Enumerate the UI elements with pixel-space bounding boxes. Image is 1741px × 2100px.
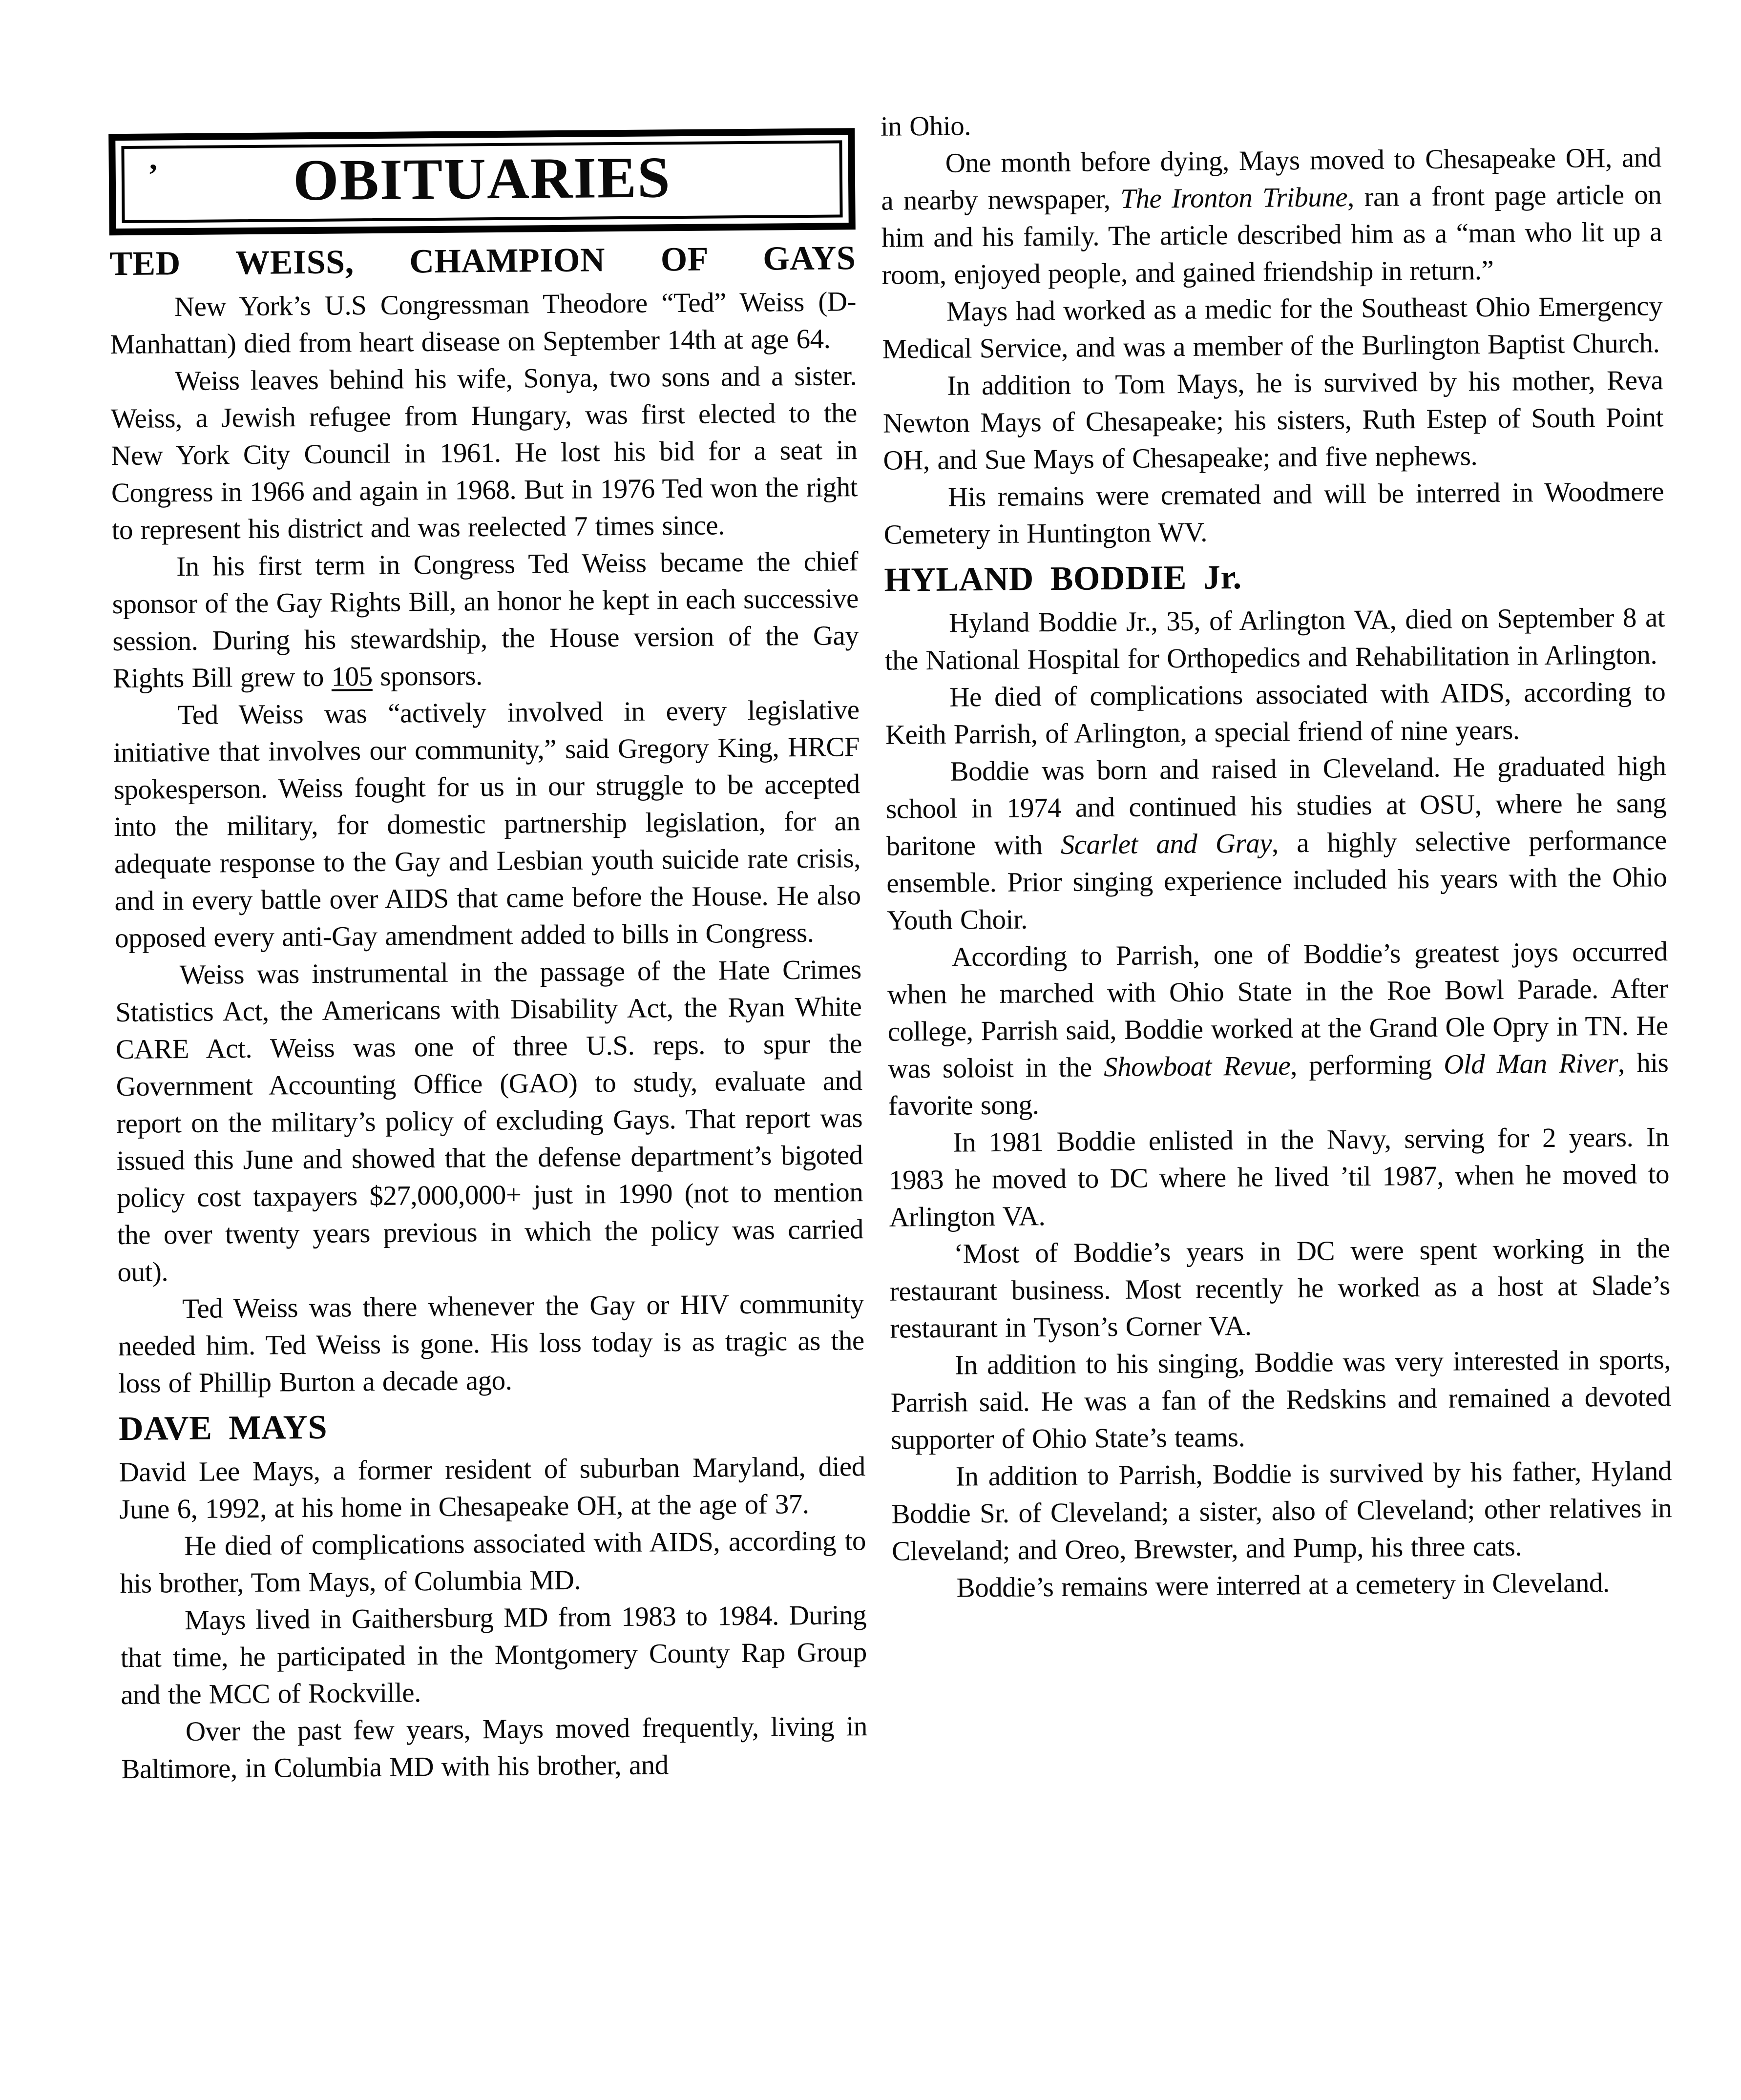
italic-newspaper-title: The Ironton Tribune <box>1120 182 1348 214</box>
paragraph: His remains were cremated and will be interred in Woodmere Cemetery in Huntington WV. <box>883 476 1664 550</box>
paragraph <box>112 543 859 697</box>
obituaries-header-box <box>108 128 856 235</box>
paragraph <box>881 139 1662 294</box>
paragraph: Mays lived in Gaithersburg MD from 1983 to 1984. During that time, he participated in the Montgomery County Rap Group and the MCC of Rockville. <box>120 1600 867 1711</box>
paragraph: In addition to Parrish, Boddie is survived by his father, Hyland Boddie Sr. of Cleveland; a sister, also of Cleveland; other relatives in Cleveland; and Oreo, Brewster, and Pump, his three cats. <box>891 1455 1672 1567</box>
paragraph: In addition to Tom Mays, he is survived by his mother, Reva Newton Mays of Chesapeake; his sisters, Ruth Estep of South Point OH, and Sue Mays of Chesapeake; and five nephews. <box>882 365 1664 476</box>
paragraph: Ted Weiss was “actively involved in every legislative initiative that involves our community,” said Gregory King, HRCF spokesperson. Weiss fought for us in our struggle to be accepted into the military, for domestic partnership legislation, for an adequate response to the Gay and Lesbian youth suicide rate crisis, and in every battle over AIDS that came before the House. He also opposed every anti-Gay amendment added to bills in Congress. <box>113 694 861 954</box>
page-title: OBITUARIES <box>293 145 671 213</box>
paragraph: He died of complications associated with AIDS, according to his brother, Tom Mays, of Columbia MD. <box>120 1525 866 1600</box>
italic-ensemble-name: Scarlet and Gray <box>1060 828 1272 860</box>
article-title-dave-mays: DAVE MAYS <box>118 1408 328 1448</box>
paragraph: Mays had worked as a medic for the Southeast Ohio Emergency Medical Service, and was a member of the Burlington Baptist Church. <box>882 291 1663 365</box>
text-segment: sponsors. <box>372 660 482 692</box>
paragraph: In addition to his singing, Boddie was very interested in sports, Parrish said. He was a fan of the Redskins and remained a devoted supporter of Ohio State’s teams. <box>890 1344 1671 1455</box>
paragraph: Hyland Boddie Jr., 35, of Arlington VA, died on September 8 at the National Hospital for Orthopedics and Rehabilitation in Arlington. <box>884 602 1665 676</box>
paragraph: In 1981 Boddie enlisted in the Navy, serving for 2 years. In 1983 he moved to DC where he lived ’til 1987, when he moved to Arlington VA. <box>888 1122 1670 1233</box>
article-title-hyland-boddie: HYLAND BODDIE Jr. <box>884 559 1242 599</box>
text-segment: , a highly selective performance ensemble. Prior singing experience included his years with the Ohio Youth Choir. <box>886 825 1667 936</box>
article-title-ted-weiss: TED WEISS, CHAMPION OF GAYS <box>109 239 856 283</box>
underlined-sponsor-count: 105 <box>331 661 373 692</box>
italic-song-title: Old Man River <box>1443 1047 1618 1080</box>
paragraph <box>887 933 1669 1125</box>
paragraph: Over the past few years, Mays moved frequently, living in Baltimore, in Columbia MD with his brother, and <box>121 1711 868 1785</box>
text-segment: According to Parrish, one of Boddie’s greatest joys occurred when he marched with Ohio State in the Roe Bowl Parade. After college, Parrish said, Boddie worked at the Grand Ole Opry in TN. He was soloist in the <box>887 936 1668 1084</box>
paragraph: New York’s U.S Congressman Theodore “Ted” Weiss (D-Manhattan) died from heart disease on September 14th at age 64. <box>110 286 857 360</box>
left-column <box>108 128 868 1788</box>
right-column <box>881 102 1673 1607</box>
text-segment: One month before dying, Mays moved to Chesapeake OH, and a nearby newspaper, <box>881 142 1661 216</box>
paragraph: He died of complications associated with AIDS, according to Keith Parrish, of Arlington, a special friend of nine years. <box>885 676 1666 750</box>
scan-artifact-mark: ’ <box>147 157 159 192</box>
paragraph-continuation: in Ohio. <box>880 110 971 142</box>
text-segment: , his favorite song. <box>888 1047 1669 1122</box>
text-segment: In his first term in Congress Ted Weiss became the chief sponsor of the Gay Rights Bill, an honor he kept in each successive session. During his stewardship, the House version of the Gay Rights Bill grew to <box>112 546 859 694</box>
paragraph: Weiss was instrumental in the passage of the Hate Crimes Statistics Act, the Americans with Disability Act, the Ryan White CARE Act. Weiss was one of three U.S. reps. to spur the Government Accounting Office (GAO) to study, evaluate and report on the military’s policy of excluding Gays. That report was issued this June and showed that the defense department’s bigoted policy cost taxpayers $27,000,000+ just in 1990 (not to mention the over twenty years previous in which the policy was carried out). <box>115 954 864 1288</box>
paragraph <box>885 748 1667 939</box>
paragraph: Ted Weiss was there whenever the Gay or HIV community needed him. Ted Weiss is gone. His loss today is as tragic as the loss of Phillip Burton a decade ago. <box>118 1288 864 1399</box>
italic-show-title: Showboat Revue <box>1103 1050 1291 1083</box>
obituaries-header-inner-rule <box>121 140 842 223</box>
paragraph: ‘Most of Boddie’s years in DC were spent working in the restaurant business. Most recently he worked as a host at Slade’s restaurant in Tyson’s Corner VA. <box>889 1233 1671 1344</box>
paragraph: David Lee Mays, a former resident of suburban Maryland, died June 6, 1992, at his home in Chesapeake OH, at the age of 37. <box>119 1451 865 1525</box>
text-segment: , performing <box>1290 1049 1444 1081</box>
text-segment: , ran a front page article on him and his family. The article described him as a “man who lit up a room, enjoyed people, and gained friendship in return.” <box>881 179 1662 291</box>
paragraph: Boddie’s remains were interred at a cemetery in Cleveland. <box>956 1567 1610 1603</box>
text-segment: Boddie was born and raised in Cleveland. He graduated high school in 1974 and continued his studies at OSU, where he sang baritone with <box>885 750 1667 862</box>
paragraph: Weiss leaves behind his wife, Sonya, two sons and a sister. Weiss, a Jewish refugee from Hungary, was first elected to the New York City Council in 1961. He lost his bid for a seat in Congress in 1966 and again in 1968. But in 1976 Ted won the right to represent his district and was reelected 7 times since. <box>110 360 858 546</box>
